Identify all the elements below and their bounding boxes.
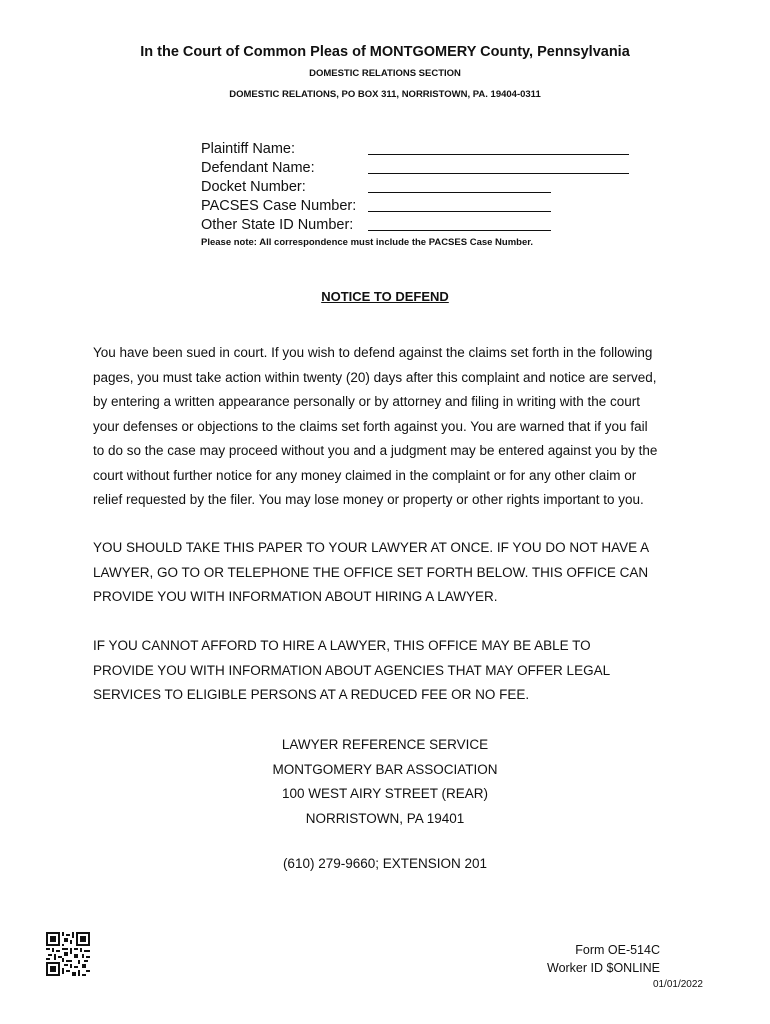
paragraph-line: You have been sued in court. If you wish to defend against the claims set forth in the following	[93, 345, 653, 360]
notice-paragraph-sued	[93, 341, 683, 513]
section-name: DOMESTIC RELATIONS SECTION	[309, 68, 461, 79]
paragraph-line: by entering a written appearance personally or by attorney and filing in writing with the court	[93, 394, 641, 409]
paragraph-line: SERVICES TO ELIGIBLE PERSONS AT A REDUCED FEE OR NO FEE.	[93, 687, 530, 702]
court-title: In the Court of Common Pleas of MONTGOMERY County, Pennsylvania	[140, 44, 630, 60]
section-address: DOMESTIC RELATIONS, PO BOX 311, NORRISTOWN, PA. 19404-0311	[229, 89, 541, 100]
pacses-case-number-blank[interactable]	[368, 211, 551, 212]
form-date: 01/01/2022	[652, 979, 703, 990]
paragraph-line: PROVIDE YOU WITH INFORMATION ABOUT AGENCIES THAT MAY OFFER LEGAL	[93, 662, 611, 678]
notice-heading: NOTICE TO DEFEND	[321, 289, 449, 304]
paragraph-line: pages, you must take action within twenty (20) days after this complaint and notice are served,	[93, 369, 657, 385]
paragraph-line: your defenses or objections to the claims set forth against you. You are warned that if you fail	[93, 418, 648, 434]
other-state-id-blank[interactable]	[368, 230, 551, 231]
worker-id: Worker ID $ONLINE	[547, 961, 660, 975]
notice-paragraph-afford	[93, 634, 683, 708]
paragraph-line: IF YOU CANNOT AFFORD TO HIRE A LAWYER, THIS OFFICE MAY BE ABLE TO	[93, 638, 591, 653]
other-state-id-label: Other State ID Number:	[201, 217, 354, 233]
office-street: 100 WEST AIRY STREET (REAR)	[281, 786, 489, 802]
plaintiff-name-blank[interactable]	[368, 154, 629, 155]
lawyer-reference-office	[0, 733, 770, 831]
defendant-name-blank[interactable]	[368, 173, 629, 174]
paragraph-line: court without further notice for any money claimed in the complaint or for any other claim or	[93, 467, 637, 483]
pacses-case-number-label: PACSES Case Number:	[201, 198, 357, 214]
paragraph-line: relief requested by the filer. You may lose money or property or other rights important to you.	[93, 492, 644, 507]
pacses-note: Please note: All correspondence must include the PACSES Case Number.	[201, 237, 534, 248]
paragraph-line: to do so the case may proceed without you and a judgment may be entered against you by the	[93, 443, 658, 458]
docket-number-blank[interactable]	[368, 192, 551, 193]
docket-number-label: Docket Number:	[201, 179, 306, 195]
form-id: Form OE-514C	[575, 943, 660, 957]
office-phone: (610) 279-9660; EXTENSION 201	[282, 856, 488, 871]
notice-paragraph-lawyer	[93, 536, 683, 610]
paragraph-line: LAWYER, GO TO OR TELEPHONE THE OFFICE SET FORTH BELOW. THIS OFFICE CAN	[93, 564, 649, 580]
plaintiff-name-label: Plaintiff Name:	[201, 141, 296, 157]
office-organization: MONTGOMERY BAR ASSOCIATION	[272, 761, 498, 777]
paragraph-line: PROVIDE YOU WITH INFORMATION ABOUT HIRING A LAWYER.	[93, 589, 498, 604]
qr-code-icon	[46, 932, 90, 976]
paragraph-line: YOU SHOULD TAKE THIS PAPER TO YOUR LAWYER AT ONCE. IF YOU DO NOT HAVE A	[93, 540, 650, 555]
office-city: NORRISTOWN, PA 19401	[305, 810, 465, 826]
defendant-name-label: Defendant Name:	[201, 160, 315, 176]
office-name: LAWYER REFERENCE SERVICE	[281, 737, 489, 752]
